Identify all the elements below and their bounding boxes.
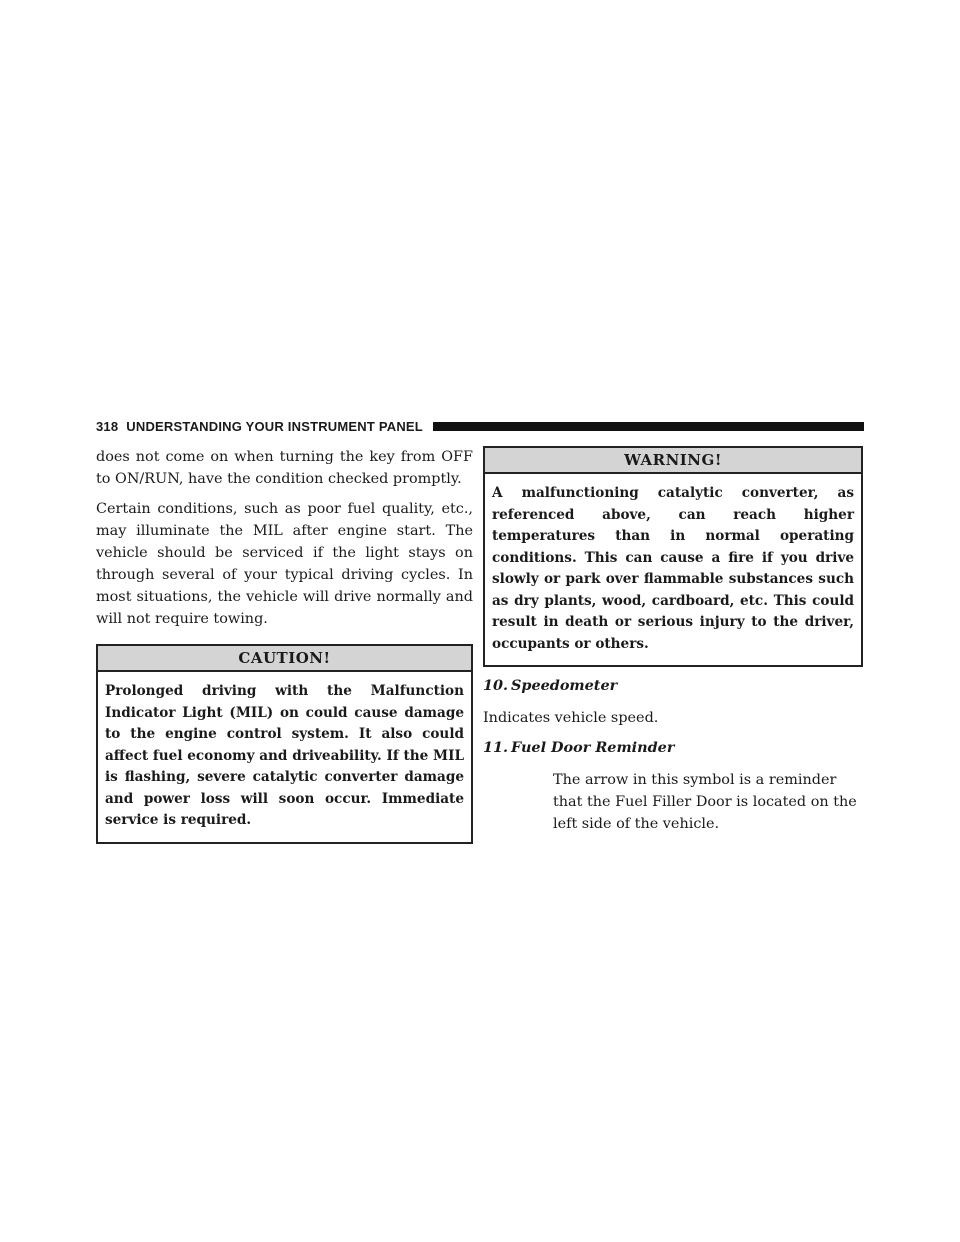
section-title: UNDERSTANDING YOUR INSTRUMENT PANEL — [126, 418, 423, 434]
warning-title: WARNING! — [485, 448, 861, 474]
caution-box — [96, 644, 473, 844]
item-number: 11. — [483, 739, 509, 756]
item-number: 10. — [483, 677, 509, 694]
fuel-door-description: The arrow in this symbol is a reminder that the Fuel Filler Door is located on the left side of the vehicle. — [553, 772, 857, 832]
speedometer-description: Indicates vehicle speed. — [483, 710, 659, 726]
page-number: 318 — [96, 418, 119, 434]
caution-text: Prolonged driving with the Malfunction Indicator Light (MIL) on could cause damage to the engine control system. It also could affect fuel economy and driveability. If the MIL is flashing, severe catalytic converter damage and power loss will soon occur. Immediate service is required. — [105, 683, 464, 828]
body-paragraph-mil-check: does not come on when turning the key from OFF to ON/RUN, have the condition checked promptly. — [96, 449, 473, 487]
page-header — [96, 416, 864, 436]
caution-title: CAUTION! — [98, 646, 471, 672]
warning-box — [483, 446, 863, 667]
header-rule — [433, 422, 864, 431]
item-title: Fuel Door Reminder — [511, 739, 675, 756]
item-heading-fuel-door — [483, 737, 863, 759]
right-column — [483, 446, 863, 843]
warning-text: A malfunctioning catalytic converter, as referenced above, can reach higher temperatures than in normal operating conditions. This can cause a fire if you drive slowly or park over flammable substances such as dry plants, wood, cardboard, etc. This could result in death or serious injury to the driver, occupants or others. — [492, 485, 854, 652]
left-column — [96, 446, 473, 844]
item-title: Speedometer — [511, 677, 618, 694]
body-paragraph-conditions: Certain conditions, such as poor fuel quality, etc., may illuminate the MIL after engine start. The vehicle should be serviced if the light stays on through several of your typical driving cycles. In most situations, the vehicle will drive normally and will not require towing. — [96, 501, 473, 627]
item-heading-speedometer — [483, 675, 863, 697]
